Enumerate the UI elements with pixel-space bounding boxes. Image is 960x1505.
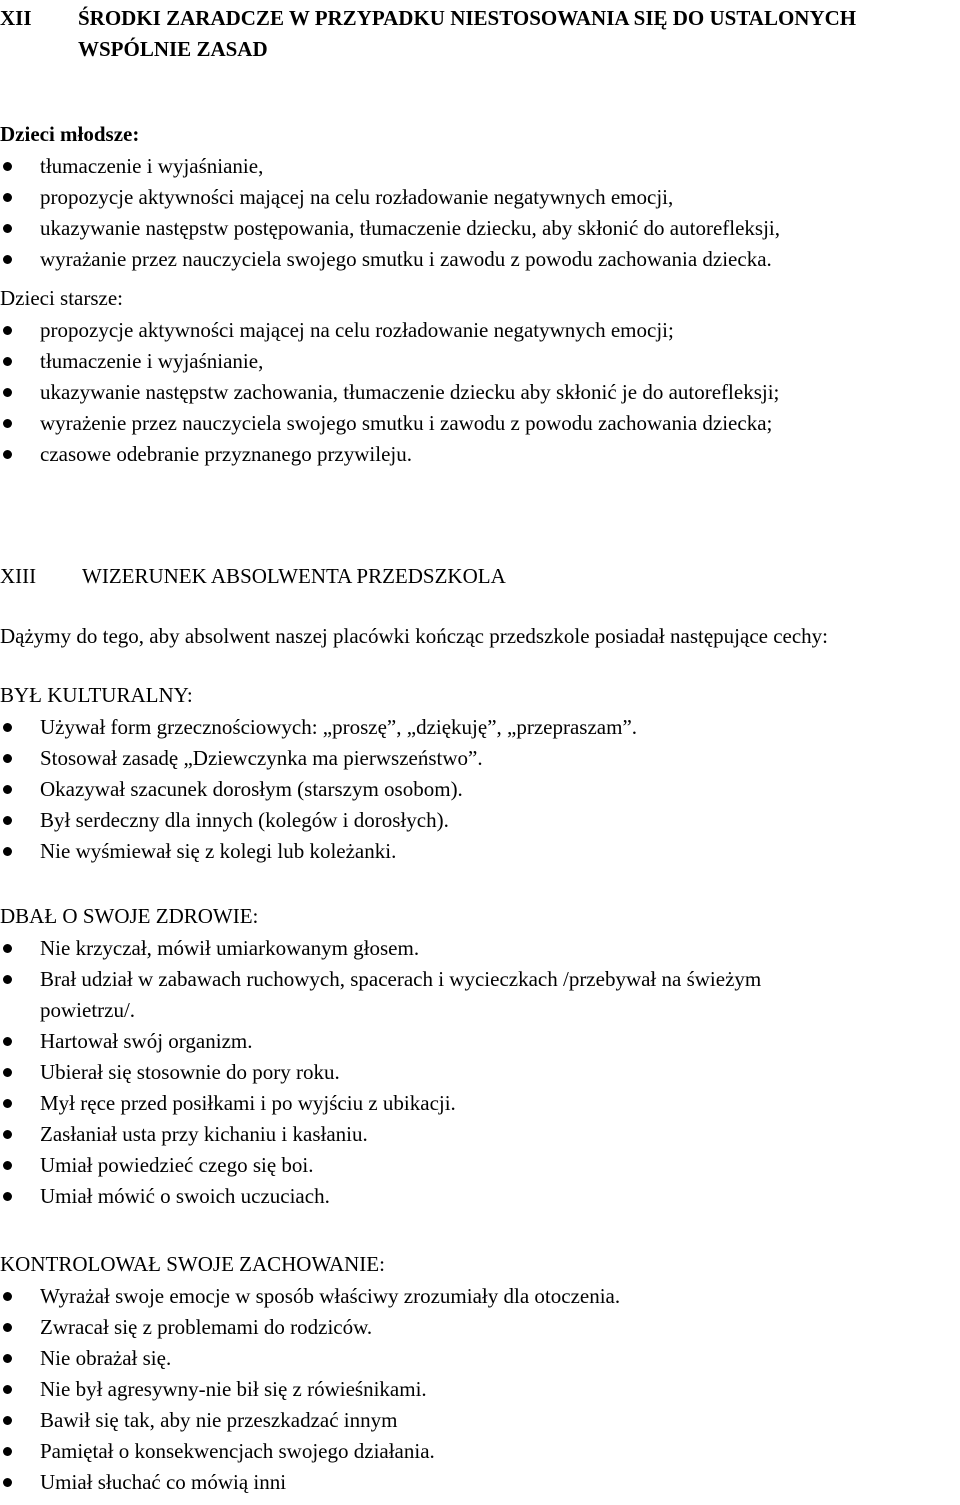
list-item: propozycje aktywności mającej na celu rozładowanie negatywnych emocji, [0, 182, 960, 213]
bullet-icon [3, 1354, 12, 1363]
list-item: Nie krzyczał, mówił umiarkowanym głosem. [0, 933, 960, 964]
bullet-icon [3, 162, 12, 171]
bullet-icon [3, 723, 12, 732]
list-item: Nie był agresywny-nie bił się z rówieśnikami. [0, 1374, 960, 1405]
list-item: wyrażenie przez nauczyciela swojego smutku i zawodu z powodu zachowania dziecka; [0, 408, 960, 439]
list-item: Okazywał szacunek dorosłym (starszym osobom). [0, 774, 960, 805]
list-item: propozycje aktywności mającej na celu rozładowanie negatywnych emocji; [0, 315, 960, 346]
cultured-list [0, 712, 960, 867]
list-item: Stosował zasadę „Dziewczynka ma pierwszeństwo”. [0, 743, 960, 774]
section-12-number: XII [0, 6, 32, 30]
older-children-list [0, 315, 960, 470]
list-item: Umiał powiedzieć czego się boi. [0, 1150, 960, 1181]
bullet-icon [3, 1130, 12, 1139]
list-item: Bawił się tak, aby nie przeszkadzać innym [0, 1405, 960, 1436]
list-item: ukazywanie następstw postępowania, tłumaczenie dziecku, aby skłonić do autorefleksji, [0, 213, 960, 244]
bullet-icon [3, 816, 12, 825]
list-item: Wyrażał swoje emocje w sposób właściwy zrozumiały dla otoczenia. [0, 1281, 960, 1312]
bullet-icon [3, 255, 12, 264]
bullet-icon [3, 1447, 12, 1456]
bullet-icon [3, 326, 12, 335]
bullet-icon [3, 1478, 12, 1487]
older-children-heading: Dzieci starsze: [0, 286, 124, 310]
intro-paragraph: Dążymy do tego, aby absolwent naszej placówki kończąc przedszkole posiadał następujące cechy: [0, 624, 829, 648]
bullet-icon [3, 944, 12, 953]
list-item: wyrażanie przez nauczyciela swojego smutku i zawodu z powodu zachowania dziecka. [0, 244, 960, 275]
bullet-icon [3, 1323, 12, 1332]
list-item: Ubierał się stosownie do pory roku. [0, 1057, 960, 1088]
list-item: Zwracał się z problemami do rodziców. [0, 1312, 960, 1343]
bullet-icon [3, 1385, 12, 1394]
bullet-icon [3, 754, 12, 763]
bullet-icon [3, 1161, 12, 1170]
behavior-heading: KONTROLOWAŁ SWOJE ZACHOWANIE: [0, 1252, 385, 1276]
bullet-icon [3, 1292, 12, 1301]
list-item: Hartował swój organizm. [0, 1026, 960, 1057]
list-item: Pamiętał o konsekwencjach swojego działania. [0, 1436, 960, 1467]
bullet-icon [3, 357, 12, 366]
list-item: Mył ręce przed posiłkami i po wyjściu z ubikacji. [0, 1088, 960, 1119]
bullet-icon [3, 1192, 12, 1201]
cultured-heading: BYŁ KULTURALNY: [0, 683, 193, 707]
health-heading: DBAŁ O SWOJE ZDROWIE: [0, 904, 259, 928]
list-item: tłumaczenie i wyjaśnianie, [0, 151, 960, 182]
list-item: Umiał słuchać co mówią inni [0, 1467, 960, 1498]
list-item: Brał udział w zabawach ruchowych, spacerach i wycieczkach /przebywał na świeżym powietrzu/. [0, 964, 840, 1026]
younger-children-list [0, 151, 960, 275]
list-item: Używał form grzecznościowych: „proszę”, „dziękuję”, „przepraszam”. [0, 712, 960, 743]
section-13-title: WIZERUNEK ABSOLWENTA PRZEDSZKOLA [82, 564, 506, 588]
section-12-title: ŚRODKI ZARADCZE W PRZYPADKU NIESTOSOWANIA SIĘ DO USTALONYCH WSPÓLNIE ZASAD [78, 6, 857, 61]
bullet-icon [3, 785, 12, 794]
section-13-number: XIII [0, 564, 37, 588]
behavior-list [0, 1281, 960, 1498]
list-item: czasowe odebranie przyznanego przywileju. [0, 439, 960, 470]
list-item: tłumaczenie i wyjaśnianie, [0, 346, 960, 377]
bullet-icon [3, 388, 12, 397]
list-item: Nie wyśmiewał się z kolegi lub koleżanki. [0, 836, 960, 867]
bullet-icon [3, 419, 12, 428]
bullet-icon [3, 975, 12, 984]
bullet-icon [3, 1099, 12, 1108]
younger-children-heading: Dzieci młodsze: [0, 122, 140, 146]
list-item: Zasłaniał usta przy kichaniu i kasłaniu. [0, 1119, 960, 1150]
health-list [0, 933, 960, 1212]
bullet-icon [3, 1037, 12, 1046]
list-item: ukazywanie następstw zachowania, tłumaczenie dziecku aby skłonić je do autorefleksji; [0, 377, 960, 408]
list-item: Nie obrażał się. [0, 1343, 960, 1374]
bullet-icon [3, 450, 12, 459]
list-item: Był serdeczny dla innych (kolegów i dorosłych). [0, 805, 960, 836]
bullet-icon [3, 193, 12, 202]
bullet-icon [3, 1068, 12, 1077]
list-item: Umiał mówić o swoich uczuciach. [0, 1181, 960, 1212]
bullet-icon [3, 224, 12, 233]
bullet-icon [3, 1416, 12, 1425]
bullet-icon [3, 847, 12, 856]
